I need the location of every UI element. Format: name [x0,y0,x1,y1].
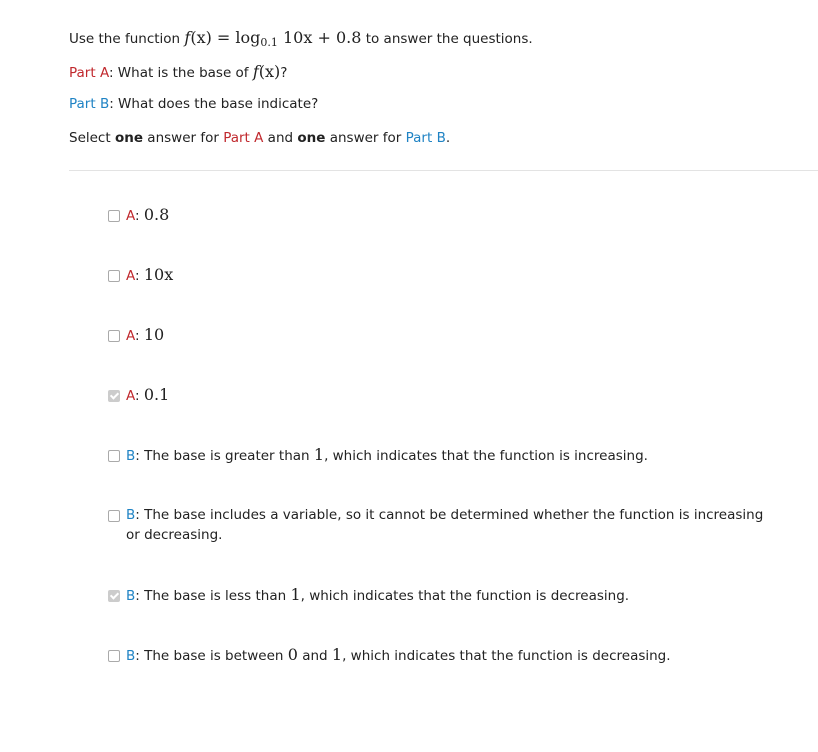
checkbox[interactable] [108,510,120,522]
checkbox[interactable] [108,390,120,402]
option-label [126,645,671,666]
select-instruction [69,130,450,146]
intro-post: to answer the questions. [361,31,533,47]
checkbox[interactable] [108,270,120,282]
function-formula [184,28,361,47]
t: one [297,130,326,146]
answer-option[interactable] [108,385,768,406]
qmark: ? [280,65,288,81]
option-text: A [126,208,135,224]
answer-option[interactable] [108,205,768,226]
t: Select [69,130,115,146]
t: one [114,130,143,146]
fx: (x) [258,62,281,81]
option-label [126,585,629,606]
answer-option[interactable] [108,645,768,666]
divider [69,170,818,171]
option-text: 1 [290,585,301,604]
answer-option[interactable] [108,445,768,466]
part-a-label: Part A [69,65,109,81]
option-text: 10 [143,325,165,344]
option-text: 0.8 [143,205,170,224]
answer-option[interactable] [108,265,768,286]
t: answer for [143,130,224,146]
option-text: : The base includes a variable, so it cannot be determined whether the function is increasing or decreasing. [126,507,764,543]
t: answer for [325,130,406,146]
option-text: 1 [331,645,343,664]
fx: (x) = log [190,28,261,47]
option-text: and [297,648,332,664]
option-label: A: 10x [126,265,174,284]
option-text: , which indicates that the function is decreasing. [342,648,671,664]
part-b-text: : What does the base indicate? [109,96,319,112]
checkbox[interactable] [108,650,120,662]
option-text: : The base is greater than [135,448,314,464]
option-label: A: 0.1 [126,385,170,404]
option-text: , which indicates that the function is decreasing. [300,588,630,604]
f: f [184,28,191,47]
option-label [126,505,768,545]
option-text: A [126,328,135,344]
answer-option[interactable] [108,325,768,346]
question-intro [69,28,533,49]
option-label [126,445,648,466]
option-text: 0 [287,645,298,664]
option-text: B [126,588,136,604]
part-a-text: : What is the base of [108,65,253,81]
t: Part A [223,130,264,146]
option-text: B [126,507,136,523]
option-text: B [126,648,136,664]
option-text: : The base is less than [135,588,291,604]
checkbox[interactable] [108,210,120,222]
answer-option[interactable] [108,505,768,545]
part-b-question [69,96,318,112]
option-text: A [126,388,135,404]
option-text: A [126,268,135,284]
t: and [263,130,298,146]
option-label: A: 10 [126,325,165,344]
t: . [445,130,451,146]
option-text: 1 [313,445,325,464]
option-text: 0.1 [143,385,170,404]
log-arg: 10x + 0.8 [277,28,362,47]
checkbox[interactable] [108,330,120,342]
part-b-label: Part B [69,96,110,112]
option-text: , which indicates that the function is increasing. [324,448,648,464]
part-a-question [69,62,287,81]
t: Part B [405,130,446,146]
option-text: B [126,448,136,464]
answer-option[interactable] [108,585,768,606]
f: f [252,62,259,81]
option-label: A: 0.8 [126,205,170,224]
checkbox[interactable] [108,590,120,602]
intro-text: Use the function [69,31,185,47]
checkbox[interactable] [108,450,120,462]
log-base: 0.1 [260,36,278,49]
option-text: 10x [143,265,174,284]
option-text: : The base is between [135,648,288,664]
